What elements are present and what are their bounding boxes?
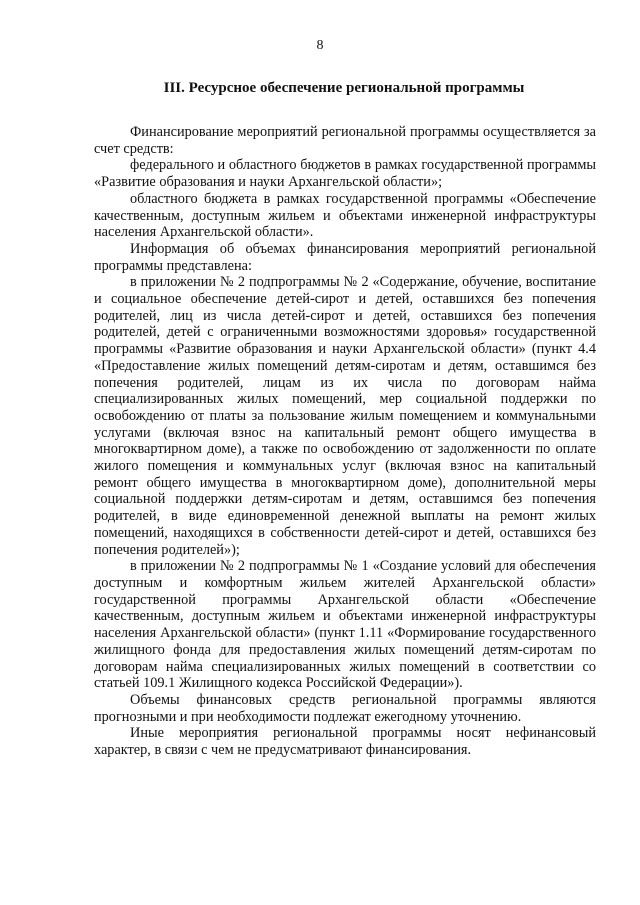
- paragraph-federal-regional-budget: федерального и областного бюджетов в рамках государственной программы «Развитие образования и науки Архангельской области»;: [94, 157, 596, 191]
- paragraph-funding-sources: Финансирование мероприятий региональной программы осуществляется за счет средств:: [94, 124, 596, 157]
- paragraph-financing-info: Информация об объемах финансирования мероприятий региональной программы представлена:: [94, 240, 596, 274]
- paragraph-non-financial: Иные мероприятия региональной программы носят нефинансовый характер, в связи с чем не предусматривают финансирования.: [94, 725, 596, 759]
- paragraph-forecast-volumes: Объемы финансовых средств региональной программы являются прогнозными и при необходимости подлежат ежегодному уточнению.: [94, 691, 596, 725]
- paragraph-appendix-subprogram-1: в приложении № 2 подпрограммы № 1 «Создание условий для обеспечения доступным и комфортным жильем жителей Архангельской области» государственной программы Архангельской области «Обеспечение качественным, доступным жильем и объектами инженерной инфраструктуры населения Архангельской области» (пункт 1.11 «Формирование государственного жилищного фонда для предоставления жилых помещений детям-сиротам по договорам найма специализированных жилых помещений в соответствии со статьей 109.1 Жилищного кодекса Российской Федерации»).: [94, 558, 596, 692]
- document-body: [94, 124, 596, 759]
- paragraph-appendix-subprogram-2: в приложении № 2 подпрограммы № 2 «Содержание, обучение, воспитание и социальное обеспечение детей-сирот и детей, оставшихся без попечения родителей, лиц из числа детей-сирот и детей, оставшихся без попечения родителей, детей с ограниченными возможностями здоровья» государственной программы «Развитие образования и науки Архангельской области» (пункт 4.4 «Предоставление жилых помещений детям-сиротам и детям, оставшимся без попечения родителей, лицам из их числа по договорам найма специализированных жилых помещений, мер социальной поддержки по освобождению от платы за пользование жилым помещением и коммунальными услугами (включая взнос на капитальный ремонт общего имущества в многоквартирном доме), а также по освобождению от задолженности по оплате жилого помещения и коммунальных услуг (включая взнос на капитальный ремонт общего имущества в многоквартирном доме), дополнительной меры социальной поддержки детям-сиротам и детям, оставшимся без попечения родителей, в виде единовременной денежной выплаты на ремонт жилых помещений, находящихся в собственности детей-сирот и детей, оставшихся без попечения родителей»);: [94, 274, 596, 558]
- page-number: 8: [316, 38, 324, 53]
- paragraph-regional-budget: областного бюджета в рамках государственной программы «Обеспечение качественным, доступным жильем и объектами инженерной инфраструктуры населения Архангельской области».: [94, 190, 596, 241]
- section-title: III. Ресурсное обеспечение региональной программы: [163, 80, 525, 96]
